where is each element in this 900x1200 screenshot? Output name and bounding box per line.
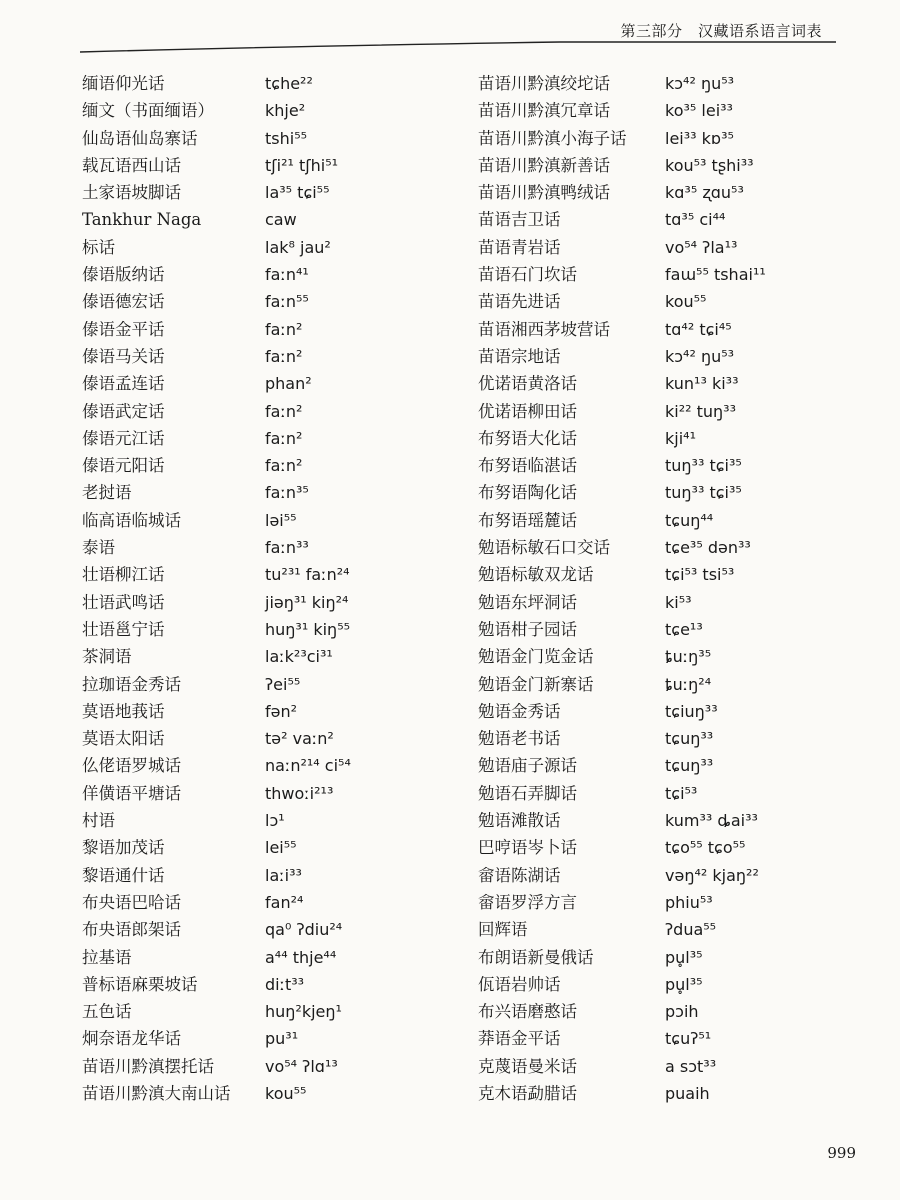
entry-row [478,643,858,670]
entry-row [82,479,462,506]
dialect-name: 苗语先进话 [478,292,561,312]
dialect-name: 克木语勐腊话 [478,1083,577,1103]
dialect-name: 勉语石弄脚话 [478,783,577,803]
dialect-name: 傣语金平话 [82,319,165,339]
entry-row [478,234,858,261]
dialect-name: 标话 [82,237,115,257]
entry-row [82,698,462,725]
dialect-name: Tankhur Naga [82,210,202,230]
ipa-form: kou⁵⁵ [265,1083,307,1103]
entry-row [478,452,858,479]
dialect-name: 傣语马关话 [82,346,165,366]
entry-row [478,206,858,233]
dialect-name: 缅文（书面缅语） [82,101,214,121]
dialect-name: 莫语地莪话 [82,701,165,721]
dialect-name: 克蔑语曼米话 [478,1056,577,1076]
ipa-form: kou⁵³ tʂhi³³ [665,155,754,175]
ipa-form: faːn⁴¹ [265,265,309,285]
dialect-name: 莫语太阳话 [82,729,165,749]
dialect-name: 佤语岩帅话 [478,974,561,994]
dialect-name: 苗语青岩话 [478,237,561,257]
ipa-form: huŋ²kjeŋ¹ [265,1002,342,1022]
dialect-name: 布央语巴哈话 [82,892,181,912]
dialect-name: 拉基语 [82,947,132,967]
entry-row [82,725,462,752]
ipa-form: faːn³⁵ [265,483,309,503]
dialect-name: 黎语加茂话 [82,838,165,858]
entry-row [82,152,462,179]
entry-row [82,944,462,971]
ipa-form: phan² [265,374,312,394]
ipa-form: lɔ¹ [265,811,285,831]
entry-row [82,561,462,588]
ipa-form: kou⁵⁵ [665,292,707,312]
ipa-form: pɔih [665,1002,699,1022]
entry-row [478,370,858,397]
entry-row [478,998,858,1025]
entry-row [82,916,462,943]
entry-row [478,179,858,206]
entry-row [478,507,858,534]
entry-row [478,698,858,725]
dialect-name: 仙岛语仙岛寨话 [82,128,198,148]
ipa-form: tɑ⁴² tɕi⁴⁵ [665,319,732,339]
ipa-form: puaih [665,1083,710,1103]
ipa-form: tə² vaːn² [265,729,334,749]
ipa-form: tɕuŋ³³ [665,756,714,776]
dialect-name: 茶洞语 [82,647,132,667]
ipa-form: vo⁵⁴ ʔlɑ¹³ [265,1056,338,1076]
dialect-name: 壮语邕宁话 [82,619,165,639]
left-column [82,70,462,1107]
dialect-name: 勉语金门览金话 [478,647,594,667]
entry-row [478,616,858,643]
ipa-form: lei³³ kɒ³⁵ [665,128,734,148]
entry-row [82,807,462,834]
entry-row [82,971,462,998]
entry-row [82,889,462,916]
dialect-name: 布兴语磨憨话 [478,1002,577,1022]
dialect-name: 壮语柳江话 [82,565,165,585]
entry-row [82,780,462,807]
dialect-name: 勉语东坪洞话 [478,592,577,612]
dialect-name: 巴哼语岑卜话 [478,838,577,858]
dialect-name: 勉语金秀话 [478,701,561,721]
dialect-name: 布央语郎架话 [82,920,181,940]
ipa-form: faːn² [265,428,303,448]
dialect-name: 壮语武鸣话 [82,592,165,612]
entry-row [82,288,462,315]
entry-row [82,834,462,861]
dialect-name: 佯僙语平塘话 [82,783,181,803]
entry-row [82,343,462,370]
ipa-form: vo⁵⁴ ʔla¹³ [665,237,738,257]
page-number: 999 [827,1144,856,1162]
entry-columns [0,70,900,1130]
dialect-name: 勉语金门新寨话 [478,674,594,694]
dialect-name: 傣语武定话 [82,401,165,421]
entry-row [82,234,462,261]
entry-row [478,425,858,452]
ipa-form: faːn² [265,401,303,421]
dialect-name: 普标语麻栗坡话 [82,974,198,994]
entry-row [82,1080,462,1107]
entry-row [478,288,858,315]
entry-row [82,125,462,152]
entry-row [478,97,858,124]
dialect-name: 拉珈语金秀话 [82,674,181,694]
entry-row [82,370,462,397]
ipa-form: tɕo⁵⁵ tɕo⁵⁵ [665,838,746,858]
entry-row [82,507,462,534]
ipa-form: faːn² [265,456,303,476]
dialect-name: 回辉语 [478,920,528,940]
dialect-name: 老挝语 [82,483,132,503]
entry-row [478,70,858,97]
entry-row [82,534,462,561]
ipa-form: kɔ⁴² ŋu⁵³ [665,346,735,366]
dialect-name: 仫佬语罗城话 [82,756,181,776]
running-header: 第三部分 汉藏语系语言词表 [620,22,822,40]
entry-row [478,971,858,998]
entry-row [478,561,858,588]
dialect-name: 苗语宗地话 [478,346,561,366]
dialect-name: 畲语罗浮方言 [478,892,577,912]
ipa-form: ki⁵³ [665,592,692,612]
dialect-name: 勉语柑子园话 [478,619,577,639]
ipa-form: kun¹³ ki³³ [665,374,739,394]
entry-row [478,398,858,425]
ipa-form: ko³⁵ lei³³ [665,101,733,121]
ipa-form: tshi⁵⁵ [265,128,308,148]
ipa-form: lak⁸ jau² [265,237,331,257]
entry-row [82,425,462,452]
ipa-form: caw [265,210,297,230]
entry-row [478,889,858,916]
ipa-form: laːk²³ci³¹ [265,647,333,667]
ipa-form: laːi³³ [265,865,302,885]
entry-row [478,152,858,179]
dialect-name: 泰语 [82,538,115,558]
entry-row [82,398,462,425]
dialect-name: 临高语临城话 [82,510,181,530]
ipa-form: naːn²¹⁴ ci⁵⁴ [265,756,351,776]
ipa-form: tɕe¹³ [665,619,703,639]
entry-row [82,206,462,233]
ipa-form: kji⁴¹ [665,428,696,448]
ipa-form: kɔ⁴² ŋu⁵³ [665,74,735,93]
entry-row [82,643,462,670]
dialect-name: 苗语川黔滇小海子话 [478,128,627,148]
dialect-name: 勉语标敏石口交话 [478,538,610,558]
ipa-form: ləi⁵⁵ [265,510,297,530]
entry-row [82,70,462,97]
entry-row [478,479,858,506]
dialect-name: 优诺语黄洛话 [478,374,577,394]
ipa-form: kɑ³⁵ ʐɑu⁵³ [665,183,744,203]
dialect-name: 苗语吉卫话 [478,210,561,230]
ipa-form: fan²⁴ [265,892,304,912]
ipa-form: vəŋ⁴² kjaŋ²² [665,865,759,885]
entry-row [82,589,462,616]
entry-row [478,916,858,943]
entry-row [478,671,858,698]
dialect-name: 土家语坡脚话 [82,183,181,203]
dialect-name: 五色话 [82,1002,132,1022]
dialect-name: 苗语川黔滇鸭绒话 [478,183,610,203]
dialect-name: 布努语陶化话 [478,483,577,503]
dialect-name: 勉语标敏双龙话 [478,565,594,585]
ipa-form: tɕuʔ⁵¹ [665,1029,712,1049]
entry-row [82,1053,462,1080]
dialect-name: 苗语川黔滇冗章话 [478,101,610,121]
ipa-form: tuŋ³³ tɕi³⁵ [665,483,742,503]
ipa-form: tɕhe²² [265,74,313,93]
ipa-form: pu̥l³⁵ [665,974,703,994]
dialect-name: 布努语瑶麓话 [478,510,577,530]
entry-row [82,998,462,1025]
entry-row [82,179,462,206]
dialect-name: 勉语庙子源话 [478,756,577,776]
entry-row [478,1025,858,1052]
dialect-name: 畲语陈湖话 [478,865,561,885]
dialect-name: 傣语版纳话 [82,265,165,285]
dialect-name: 炯奈语龙华话 [82,1029,181,1049]
dialect-name: 傣语元江话 [82,428,165,448]
ipa-form: a sɔt³³ [665,1056,717,1076]
entry-row [82,616,462,643]
entry-row [82,97,462,124]
entry-row [82,1025,462,1052]
entry-row [478,725,858,752]
dialect-name: 莽语金平话 [478,1029,561,1049]
ipa-form: tɕe³⁵ dən³³ [665,538,751,558]
ipa-form: faːn² [265,346,303,366]
dialect-name: 勉语滩散话 [478,811,561,831]
ipa-form: la³⁵ tɕi⁵⁵ [265,183,330,203]
dialect-name: 苗语川黔滇摆托话 [82,1056,214,1076]
dialect-name: 载瓦语西山话 [82,155,181,175]
ipa-form: diːt³³ [265,974,305,994]
dialect-name: 优诺语柳田话 [478,401,577,421]
ipa-form: ki²² tuŋ³³ [665,401,737,421]
ipa-form: tɕi⁵³ [665,783,698,803]
ipa-form: tɕuŋ³³ [665,729,714,749]
ipa-form: ȶuːŋ³⁵ [665,647,712,667]
ipa-form: kum³³ ȡai³³ [665,811,758,831]
ipa-form: tɕi⁵³ tsi⁵³ [665,565,735,585]
entry-row [478,316,858,343]
entry-row [478,1053,858,1080]
entry-row [82,752,462,779]
right-column [478,70,858,1107]
ipa-form: ʔei⁵⁵ [265,674,301,694]
ipa-form: faɯ⁵⁵ tshai¹¹ [665,265,766,285]
header-rule [0,0,900,80]
ipa-form: tu²³¹ faːn²⁴ [265,565,350,585]
entry-row [478,125,858,152]
ipa-form: ȶuːŋ²⁴ [665,674,712,694]
entry-row [478,343,858,370]
dialect-name: 傣语孟连话 [82,374,165,394]
ipa-form: huŋ³¹ kiŋ⁵⁵ [265,619,351,639]
dialect-name: 苗语川黔滇新善话 [478,155,610,175]
dialect-name: 布努语临湛话 [478,456,577,476]
entry-row [82,261,462,288]
dialect-name: 村语 [82,811,115,831]
dialect-name: 勉语老书话 [478,729,561,749]
entry-row [478,807,858,834]
dialect-name: 苗语川黔滇绞坨话 [478,74,610,93]
ipa-form: a⁴⁴ thje⁴⁴ [265,947,337,967]
dialect-name: 傣语德宏话 [82,292,165,312]
entry-row [478,1080,858,1107]
ipa-form: thwoːi²¹³ [265,783,334,803]
dialect-name: 布努语大化话 [478,428,577,448]
entry-row [478,534,858,561]
ipa-form: faːn³³ [265,538,309,558]
ipa-form: jiəŋ³¹ kiŋ²⁴ [265,592,349,612]
ipa-form: tuŋ³³ tɕi³⁵ [665,456,742,476]
dialect-name: 缅语仰光话 [82,74,165,93]
ipa-form: faːn⁵⁵ [265,292,309,312]
entry-row [478,780,858,807]
entry-row [478,261,858,288]
ipa-form: qa⁰ ʔdiu²⁴ [265,920,343,940]
dialect-name: 苗语湘西茅坡营话 [478,319,610,339]
dialect-name: 黎语通什话 [82,865,165,885]
entry-row [478,752,858,779]
entry-row [82,862,462,889]
ipa-form: faːn² [265,319,303,339]
dialect-name: 苗语川黔滇大南山话 [82,1083,231,1103]
ipa-form: tɑ³⁵ ci⁴⁴ [665,210,726,230]
ipa-form: pu̥l³⁵ [665,947,703,967]
ipa-form: khje² [265,101,306,121]
ipa-form: pu³¹ [265,1029,299,1049]
entry-row [82,316,462,343]
dialect-name: 苗语石门坎话 [478,265,577,285]
ipa-form: tɕiuŋ³³ [665,701,718,721]
entry-row [478,862,858,889]
entry-row [82,452,462,479]
ipa-form: fən² [265,701,298,721]
entry-row [478,834,858,861]
dialect-name: 布朗语新曼俄话 [478,947,594,967]
ipa-form: ʔdua⁵⁵ [665,920,717,940]
ipa-form: phiu⁵³ [665,892,713,912]
entry-row [478,589,858,616]
ipa-form: lei⁵⁵ [265,838,297,858]
entry-row [82,671,462,698]
ipa-form: tʃi²¹ tʃhi⁵¹ [265,155,339,175]
entry-row [478,944,858,971]
dialect-name: 傣语元阳话 [82,456,165,476]
ipa-form: tɕuŋ⁴⁴ [665,510,714,530]
